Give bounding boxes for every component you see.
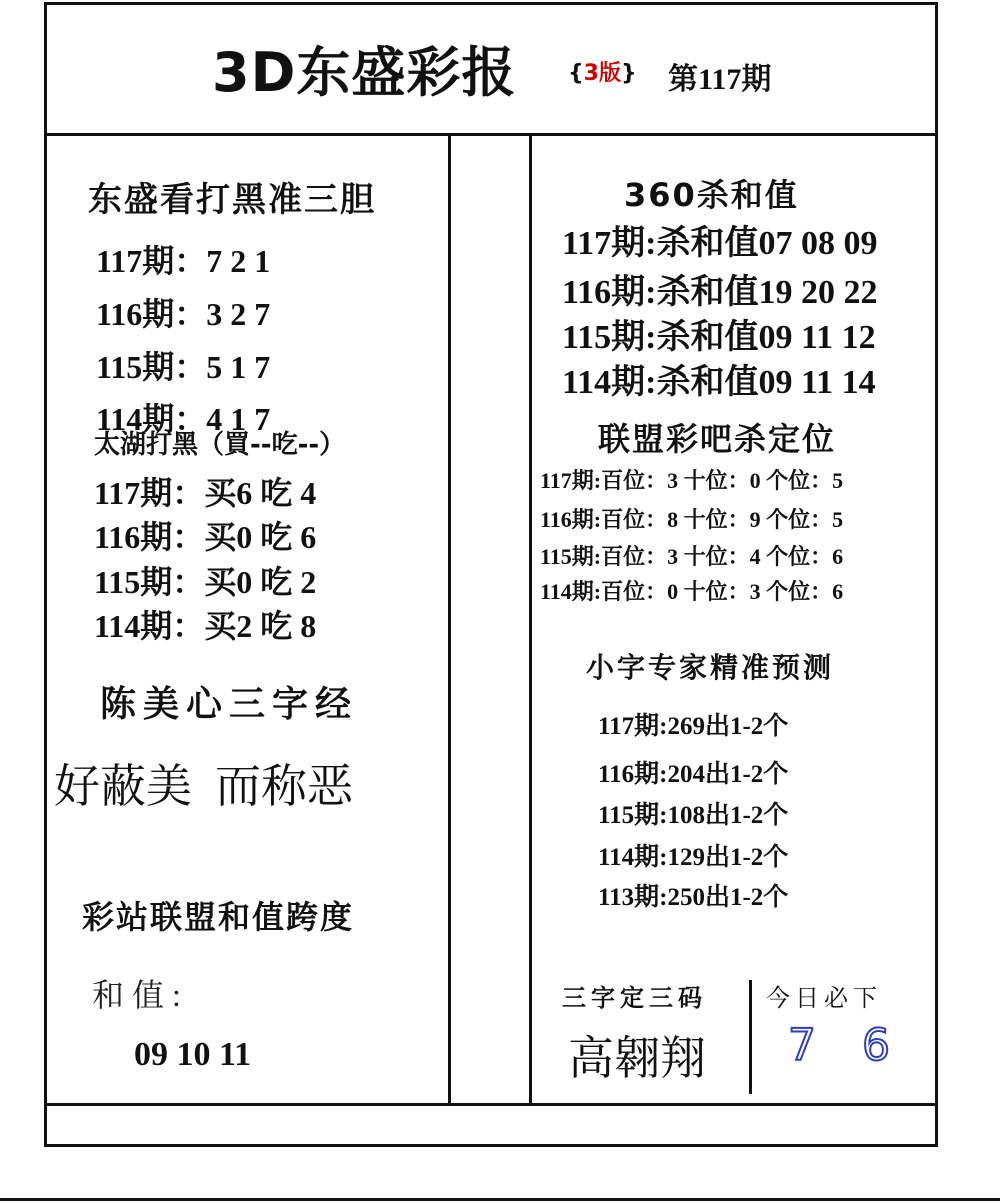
lianmeng-row: 116期:百位：8 十位：9 个位：5	[540, 507, 844, 532]
dongsheng-row: 115期：5 1 7	[96, 349, 271, 385]
taihu-row: 116期：买0 吃 6	[94, 519, 317, 555]
xiaozi-row: 115期:108出1-2个	[598, 802, 789, 829]
lianmeng-row: 117期:百位：3 十位：0 个位：5	[540, 468, 844, 493]
dongsheng-row: 114期：4 1 7	[96, 401, 271, 437]
issue-number: 第117期	[668, 63, 772, 96]
sum360-row: 115期:杀和值09 11 12	[562, 319, 876, 356]
edition-brace-open: {	[568, 61, 584, 86]
must-pick-heading: 今日必下	[766, 984, 882, 1012]
taihu-heading: 太湖打黑（買--吃--）	[94, 430, 346, 460]
page-bottom-rule	[0, 1198, 1000, 1201]
chen-heading: 陈美心三字经	[100, 684, 359, 724]
lianmeng-heading: 联盟彩吧杀定位	[598, 421, 837, 457]
edition-label: 3版	[583, 61, 621, 86]
xiaozi-row: 113期:250出1-2个	[598, 884, 789, 911]
sum360-heading: 360杀和值	[624, 176, 799, 214]
must-pick-value: 7 6	[788, 1020, 906, 1071]
xiaozi-heading: 小字专家精准预测	[586, 653, 835, 684]
sum-values: 09 10 11	[134, 1036, 252, 1073]
bottom-box-divider	[749, 980, 752, 1094]
taihu-row: 114期：买2 吃 8	[94, 608, 317, 644]
three-codes-heading: 三字定三码	[562, 984, 707, 1012]
footer-divider	[44, 1103, 938, 1106]
three-codes-value: 高翱翔	[568, 1033, 706, 1084]
edition-brace-close: }	[620, 61, 637, 86]
xiaozi-row: 117期:269出1-2个	[598, 713, 789, 740]
dongsheng-heading: 东盛看打黑准三胆	[88, 182, 376, 219]
sum360-row: 117期:杀和值07 08 09	[562, 225, 878, 262]
column-divider-left	[448, 136, 451, 1104]
taihu-row: 115期：买0 吃 2	[94, 564, 317, 600]
sum360-row: 116期:杀和值19 20 22	[562, 274, 878, 311]
taihu-row: 117期：买6 吃 4	[94, 475, 317, 511]
xiaozi-row: 116期:204出1-2个	[598, 761, 789, 788]
lianmeng-row: 115期:百位：3 十位：4 个位：6	[540, 544, 844, 569]
caizhan-heading: 彩站联盟和值跨度	[82, 899, 355, 935]
page-title: 3D东盛彩报	[212, 41, 517, 104]
chen-verse: 好蔽美 而称恶	[54, 761, 353, 812]
dongsheng-row: 116期：3 2 7	[96, 296, 271, 332]
sum360-row: 114期:杀和值09 11 14	[562, 364, 876, 401]
lianmeng-row: 114期:百位：0 十位：3 个位：6	[540, 579, 844, 604]
xiaozi-row: 114期:129出1-2个	[598, 844, 789, 871]
edition-badge	[568, 56, 637, 87]
dongsheng-row: 117期：7 2 1	[96, 243, 271, 279]
sum-label: 和 值 :	[92, 977, 181, 1013]
header-divider	[44, 133, 938, 136]
column-divider-right	[529, 136, 532, 1104]
